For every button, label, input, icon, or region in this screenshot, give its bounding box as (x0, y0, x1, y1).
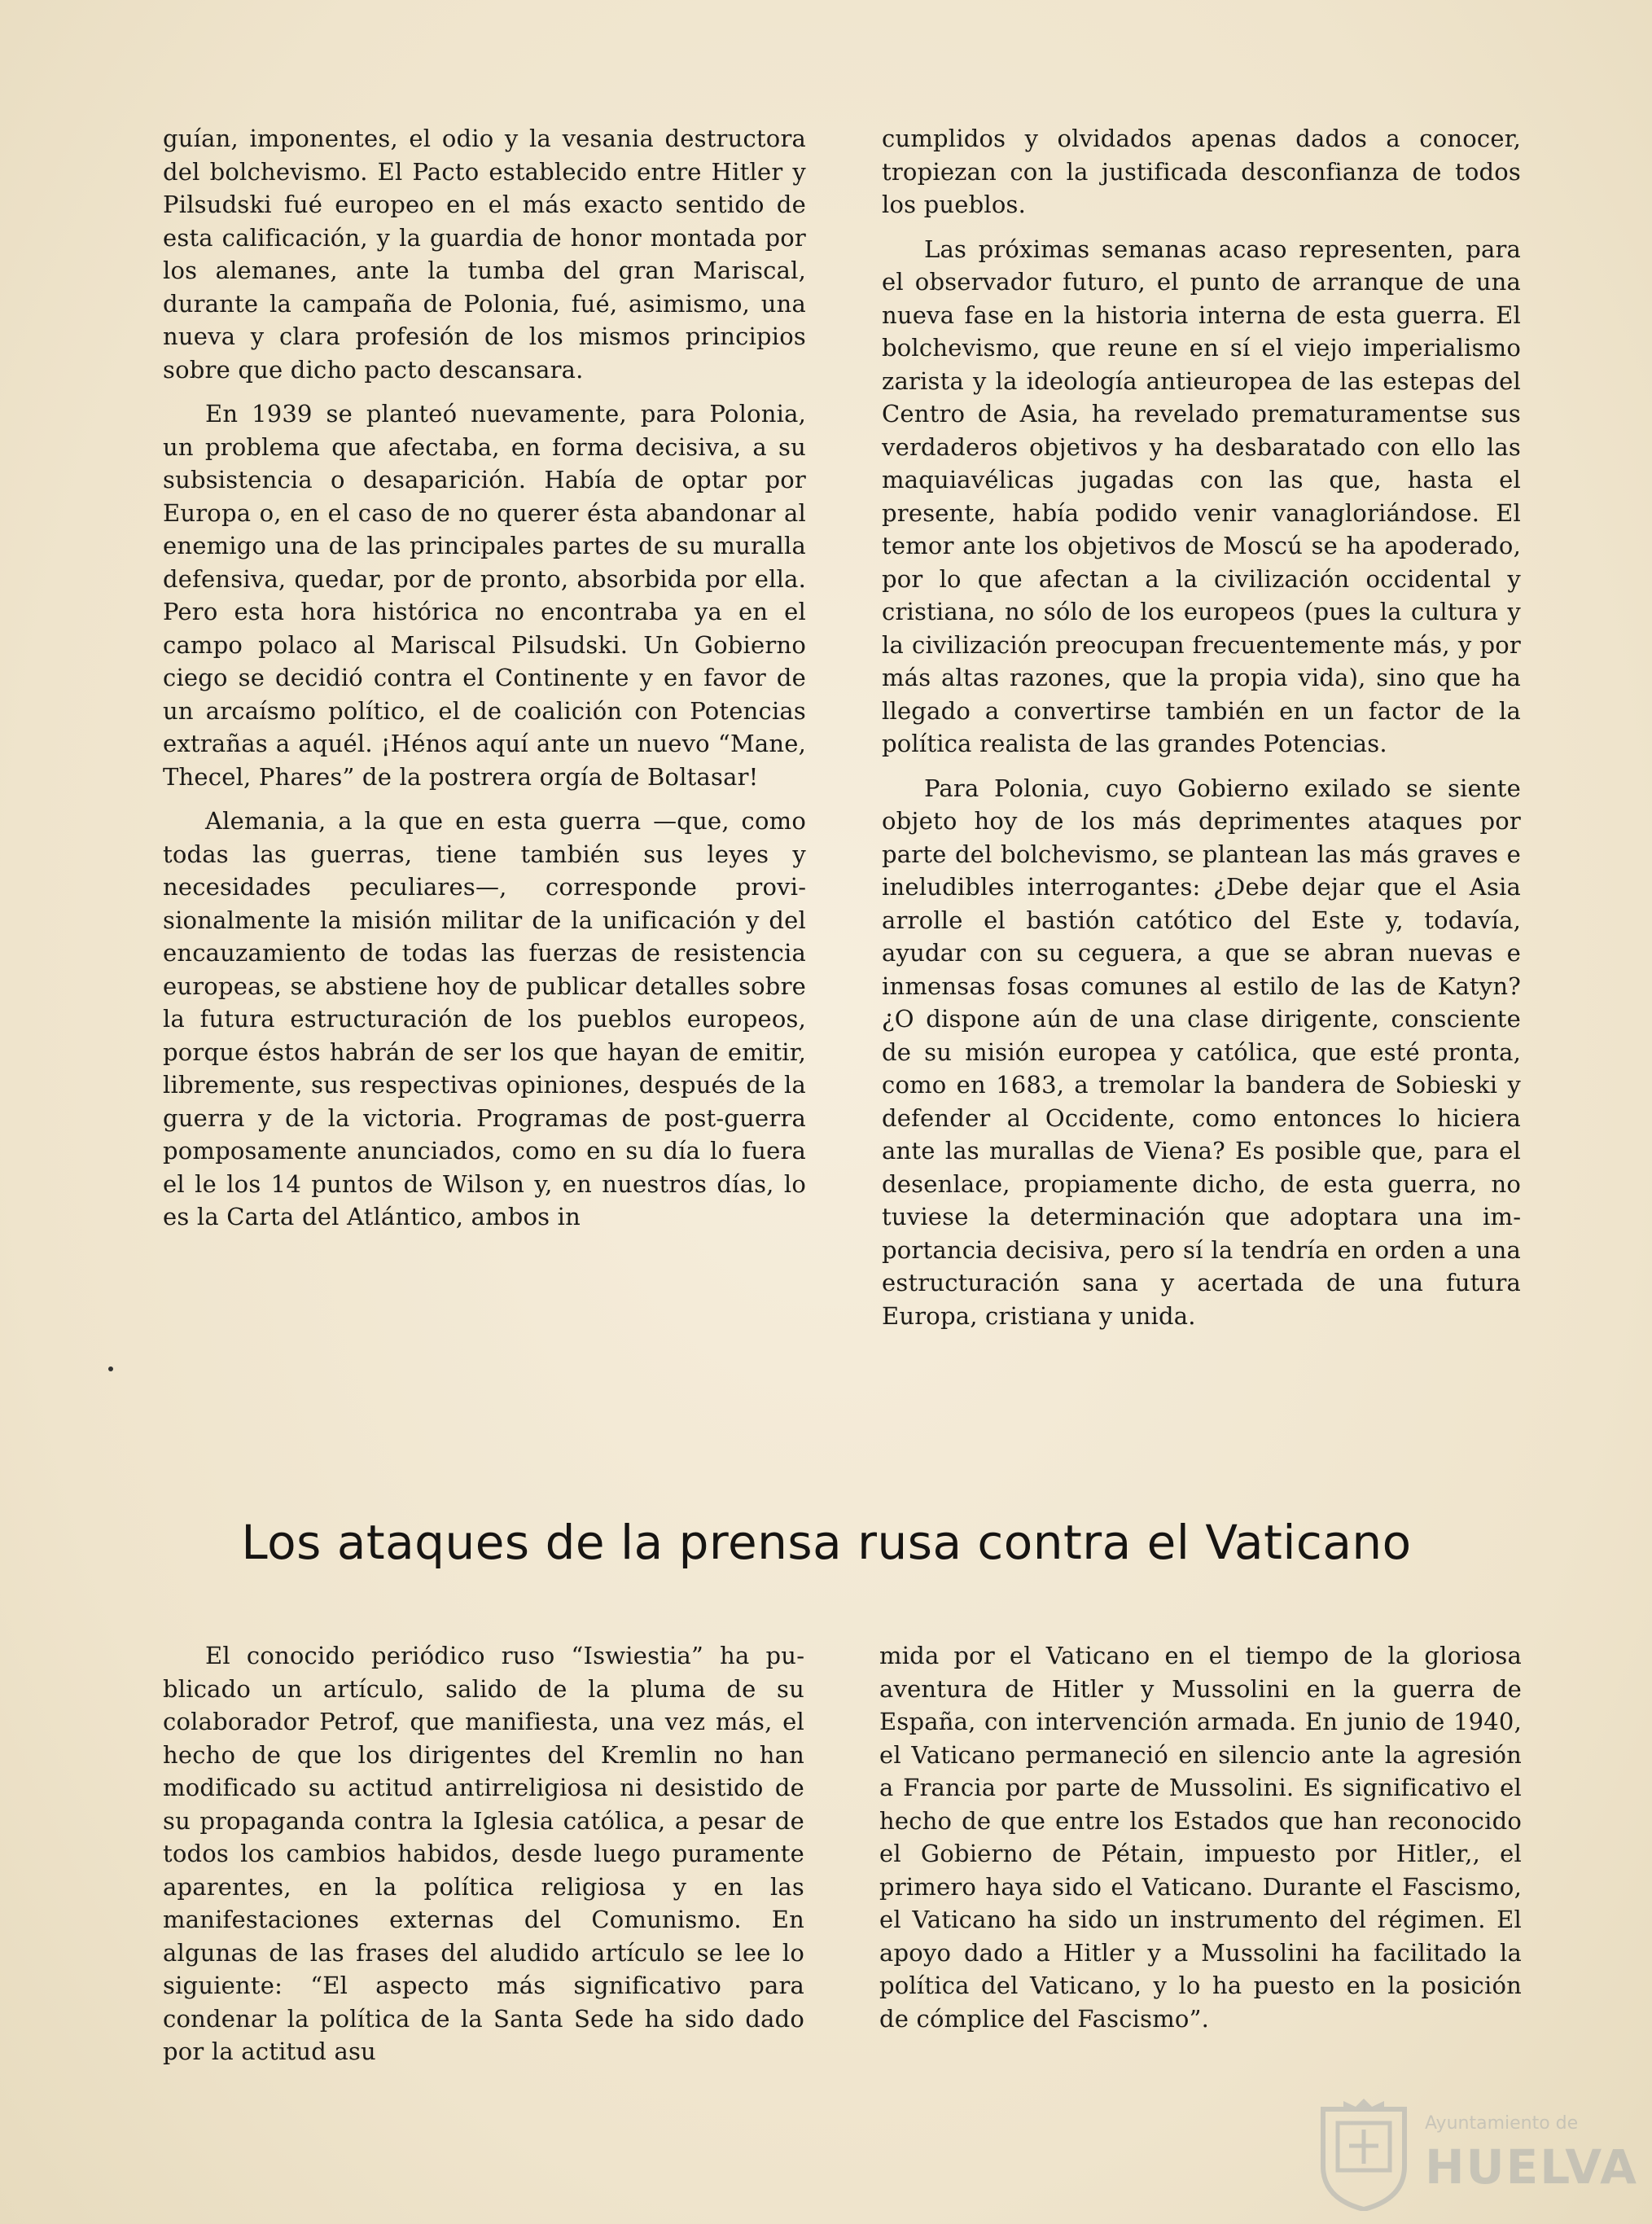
article-headline: Los ataques de la prensa rusa contra el Vaticano (241, 1515, 1412, 1570)
paragraph: mida por el Vaticano en el tiempo de la gloriosa aventura de Hitler y Mussolini en la guerra de España, con intervención armada. En junio de 1940, el Vaticano permaneció en silencio ante la agresión a Francia por parte de Mussolini. Es significativo el hecho de que entre los Estados que han reconocido el Gobierno de Pétain, impuesto por Hitler,, el primero haya sido el Vaticano. Durante el Fascismo, el Vaticano ha sido un instrumento del régimen. El apoyo dado a Hitler y a Mussolini ha facilitado la política del Vaticano, y lo ha puesto en la posición de cómplice del Fascismo”. (879, 1642, 1522, 2033)
article-column-bottom-right (879, 1639, 1522, 2046)
paragraph: guían, imponentes, el odio y la vesania destructora del bolchevismo. El Pacto establecido entre Hitler y Pilsudski fué europeo en el más exacto sentido de esta calificación, y la guardia de honor montada por los alemanes, ante la tumba del gran Mariscal, durante la campaña de Polonia, fué, asimismo, una nueva y clara profesión de los mismos principios sobre que dicho pacto descansara. (163, 125, 806, 384)
paragraph: En 1939 se planteó nuevamente, para Polonia, un problema que afectaba, en forma decisiva, a su subsistencia o desaparición. Había de optar por Europa o, en el caso de no querer ésta abandonar al enemigo una de las principales partes de su muralla defensiva, quedar, por de pronto, absorbida por ella. Pero esta hora histórica no encontraba ya en el campo polaco al Mariscal Pilsudski. Un Gobierno ciego se decidió contra el Continente y en favor de un arcaísmo político, el de coalición con Potencias extrañas a aquél. ¡Hénos aquí ante un nuevo “Mane, Thecel, Phares” de la postrera orgía de Boltasar! (163, 400, 806, 791)
paragraph: Las próximas semanas acaso representen, para el observador futuro, el punto de arranque de una nueva fase en la historia interna de esta guerra. El bolchevismo, que reune en sí el viejo imperialismo zarista y la ideología antieuropea de las estepas del Centro de Asia, ha revelado prematuramentse sus verdaderos objetivos y ha desbaratado con ello las maquiavélicas jugadas con las que, hasta el presente, había podido venir vanagloriándose. El temor ante los objetivos de Moscú se ha apoderado, por lo que afectan a la civilización occidental y cristiana, no sólo de los europeos (pues la cultura y la civilización preocupan frecuentemente más, y por más altas razones, que la propia vida), sino que ha llegado a convertirse también en un factor de la política realista de las grandes Potencias. (882, 235, 1521, 757)
margin-dot (108, 1366, 113, 1371)
paragraph: Para Polonia, cuyo Gobierno exilado se siente objeto hoy de los más deprimentes ataques por parte del bolchevismo, se plantean las más graves e ineludibles interrogantes: ¿Debe dejar que el Asia arrolle el bastión catótico del Este y, todavía, ayudar con su ceguera, a que se abran nuevas e inmensas fosas comunes al estilo de las de Katyn? ¿O dispone aún de una clase dirigente, consciente de su misión europea y católica, que esté pronta, como en 1683, a tremolar la bandera de Sobieski y defender al Occidente, como entonces lo hiciera ante las murallas de Viena? Es posible que, para el desenlace, propiamente dicho, de esta guerra, no tuviese la determinación que adoptara una importancia decisiva, pero sí la tendría en orden a una estructuración sana y acertada de una futura Europa, cristiana y unida. (882, 774, 1521, 1330)
paragraph: El conocido periódico ruso “Iswiestia” ha publicado un artículo, salido de la pluma de su colaborador Petrof, que manifiesta, una vez más, el hecho de que los dirigentes del Kremlin no han modificado su actitud antirreligiosa ni desistido de su propaganda contra la Iglesia católica, a pesar de todos los cambios habidos, desde luego puramente aparentes, en la política religiosa y en las manifestaciones externas del Comunismo. En algunas de las frases del aludido artículo se lee lo siguiente: “El aspecto más significativo para condenar la política de la Santa Sede ha sido dado por la actitud asu (163, 1642, 804, 2065)
paragraph: Alemania, a la que en esta guerra —que, como todas las guerras, tiene también sus leyes y necesidades peculiares—, corresponde provisionalmente la misión militar de la unificación y del encauzamiento de todas las fuerzas de resistencia europeas, se abstiene hoy de publicar detalles sobre la futura estructuración de los pueblos europeos, porque éstos habrán de ser los que hayan de emitir, libremente, sus respectivas opiniones, después de la guerra y de la victoria. Programas de post-guerra pomposamente anunciados, como en su día lo fuera el le los 14 puntos de Wilson y, en nuestros días, lo es la Carta del Atlántico, ambos in (163, 807, 806, 1230)
archive-watermark (1315, 2097, 1639, 2211)
article-column-top-left (163, 122, 806, 1245)
article-column-bottom-left (163, 1639, 804, 2080)
article-column-top-right (882, 122, 1521, 1344)
watermark-line-1: Ayuntamiento de (1425, 2113, 1579, 2134)
city-shield-icon (1315, 2097, 1413, 2211)
paragraph: cumplidos y olvidados apenas dados a conocer, tropiezan con la justificada desconfianza de todos los pueblos. (882, 125, 1521, 218)
watermark-line-2: HUELVA (1425, 2139, 1639, 2195)
